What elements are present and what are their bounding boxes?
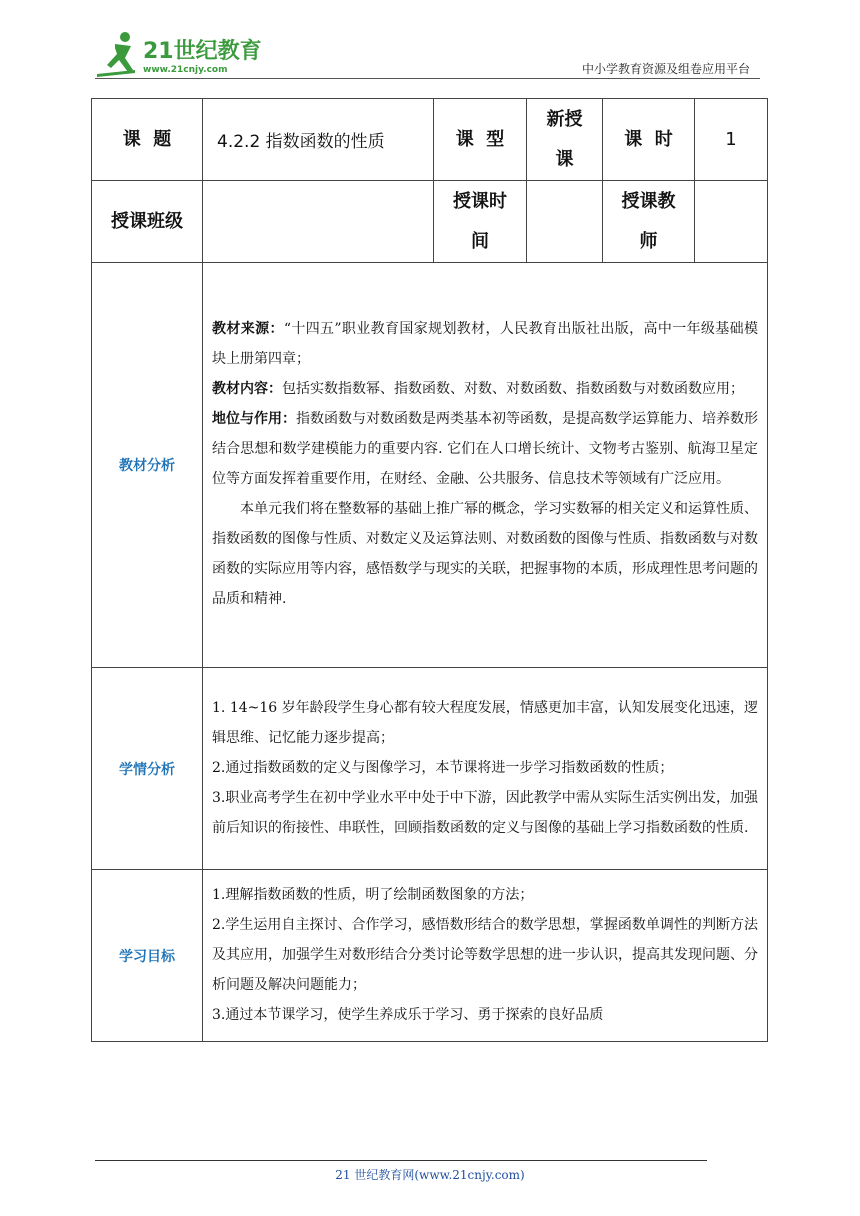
student-point-1: 1. 14~16 岁年龄段学生身心都有较大程度发展，情感更加丰富，认知发展变化迅速，逻辑思维、记忆能力逐步提高； xyxy=(212,699,758,746)
table-row xyxy=(92,99,768,181)
teacher-label: 授课教师 xyxy=(603,181,695,263)
hours-value: 1 xyxy=(695,99,768,181)
topic-label: 课 题 xyxy=(92,99,203,181)
source-label: 教材来源： xyxy=(212,321,284,337)
type-value: 新授课 xyxy=(527,99,603,181)
material-source xyxy=(212,314,758,374)
table-row xyxy=(92,668,768,870)
footer-divider xyxy=(95,1160,707,1161)
hours-label: 课 时 xyxy=(603,99,695,181)
class-label: 授课班级 xyxy=(92,181,203,263)
content-text: 包括实数指数幂、指数函数、对数、对数函数、指数函数与对数函数应用； xyxy=(282,381,744,397)
table-row xyxy=(92,263,768,668)
student-analysis xyxy=(203,668,768,870)
footer-text: 21 世纪教育网(www.21cnjy.com) xyxy=(335,1168,525,1182)
content-label: 教材内容： xyxy=(212,381,282,397)
section-label-goals: 学习目标 xyxy=(92,870,203,1042)
table-row xyxy=(92,181,768,263)
student-point-2: 2.通过指数函数的定义与图像学习，本节课将进一步学习指数函数的性质； xyxy=(212,759,674,776)
role-text: 指数函数与对数函数是两类基本初等函数，是提高数学运算能力、培养数形结合思想和数学建模能力的重要内容. 它们在人口增长统计、文物考古鉴别、航海卫星定位等方面发挥着重要作用，在财经、金融、公共服务、信息技术等领域有广泛应用。 xyxy=(212,411,758,487)
site-logo xyxy=(95,28,265,80)
section-label-students: 学情分析 xyxy=(92,668,203,870)
runner-icon xyxy=(97,32,135,77)
topic-value: 4.2.2 指数函数的性质 xyxy=(203,99,434,181)
logo-text: 21世纪教育 xyxy=(143,39,262,64)
logo-url: www.21cnjy.com xyxy=(143,65,228,75)
learning-goals xyxy=(203,870,768,1042)
goal-3: 3.通过本节课学习，使学生养成乐于学习、勇于探索的良好品质 xyxy=(212,1006,604,1023)
material-content xyxy=(212,374,758,404)
role-label: 地位与作用： xyxy=(212,411,296,427)
goal-1: 1.理解指数函数的性质，明了绘制函数图象的方法； xyxy=(212,886,534,903)
material-role xyxy=(212,404,758,494)
page-header xyxy=(95,28,760,88)
lesson-plan-table xyxy=(91,98,768,1042)
material-analysis xyxy=(203,263,768,668)
class-value xyxy=(203,181,434,263)
time-value xyxy=(527,181,603,263)
source-text: “十四五”职业教育国家规划教材，人民教育出版社出版，高中一年级基础模块上册第四章； xyxy=(212,321,759,367)
table-row xyxy=(92,870,768,1042)
material-unit: 本单元我们将在整数幂的基础上推广幂的概念，学习实数幂的相关定义和运算性质、指数函数的图像与性质、对数定义及运算法则、对数函数的图像与性质、指数函数与对数函数的实际应用等内容，感悟数学与现实的关联，把握事物的本质，形成理性思考问题的品质和精神. xyxy=(212,501,758,607)
section-label-material: 教材分析 xyxy=(92,263,203,668)
student-point-3: 3.职业高考学生在初中学业水平中处于中下游，因此教学中需从实际生活实例出发，加强前后知识的衔接性、串联性，回顾指数函数的定义与图像的基础上学习指数函数的性质. xyxy=(212,789,758,836)
time-label: 授课时间 xyxy=(434,181,527,263)
platform-name: 中小学教育资源及组卷应用平台 xyxy=(581,62,750,76)
type-label: 课 型 xyxy=(434,99,527,181)
goal-2: 2.学生运用自主探讨、合作学习，感悟数形结合的数学思想，掌握函数单调性的判断方法及其应用，加强学生对数形结合分类讨论等数学思想的进一步认识，提高其发现问题、分析问题及解决问题能力； xyxy=(212,916,758,993)
teacher-value xyxy=(695,181,768,263)
header-divider xyxy=(95,78,760,79)
